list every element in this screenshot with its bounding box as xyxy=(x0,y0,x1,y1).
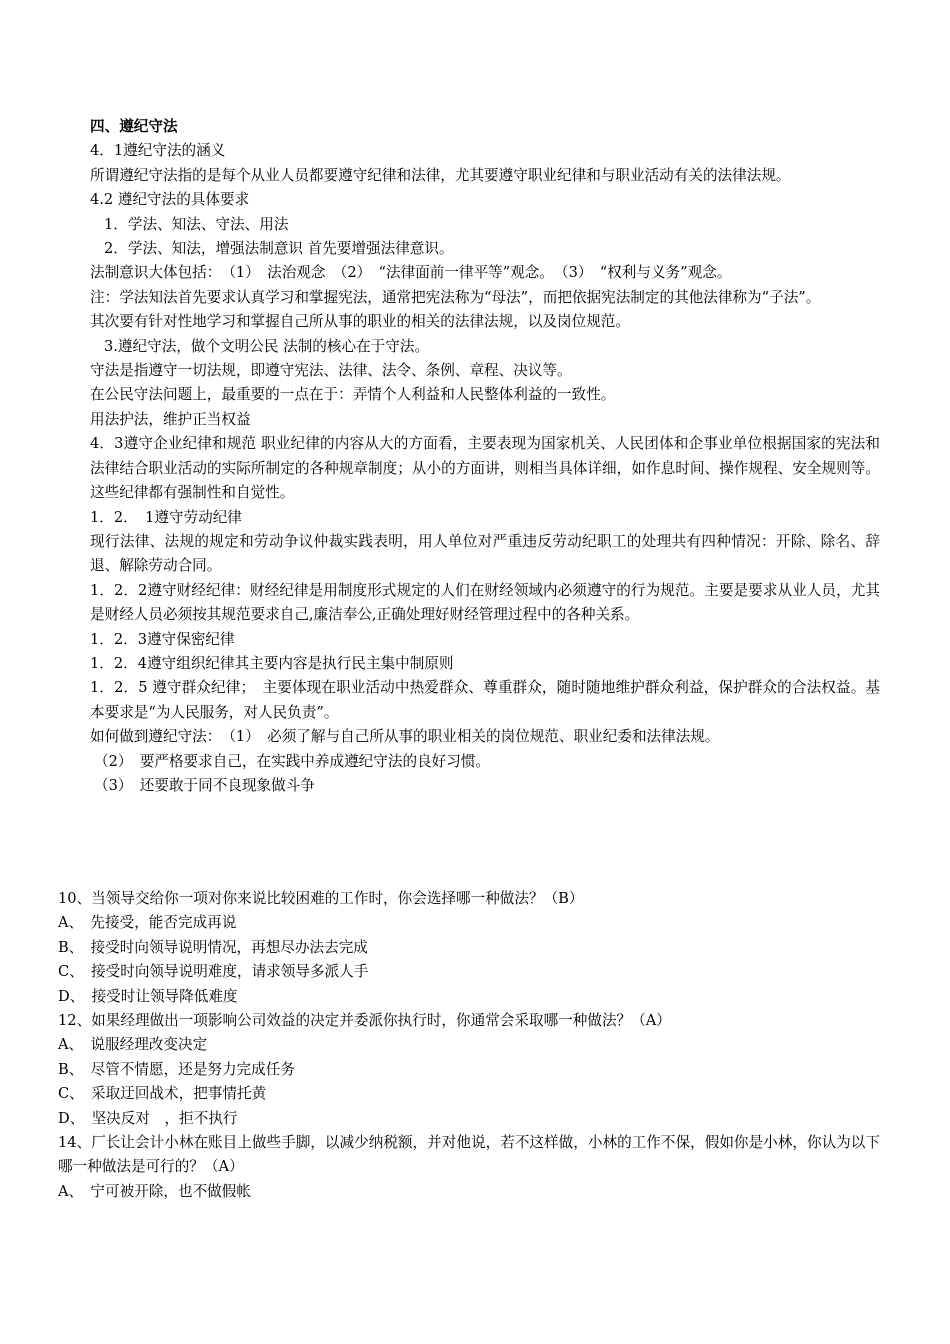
question-12-option-b: B、 尽管不情愿，还是努力完成任务 xyxy=(58,1060,295,1078)
subheading-1-2-4: 1．2．4遵守组织纪律其主要内容是执行民主集中制原则 xyxy=(90,654,454,672)
paragraph-labor-discipline: 现行法律、法规的规定和劳动争议仲裁实践表明，用人单位对严重违反劳动纪职工的处理共有四种情况：开除、除名、辞退、解除劳动合同。 xyxy=(90,532,880,575)
list-item-1: 1．学法、知法、守法、用法 xyxy=(104,215,289,233)
section-questions xyxy=(58,887,880,1204)
question-10-option-c: C、 接受时向领导说明难度，请求领导多派人手 xyxy=(58,963,369,981)
section-discipline-law xyxy=(90,115,880,798)
question-12: 12、如果经理做出一项影响公司效益的决定并委派你执行时，你通常会采取哪一种做法？（A） xyxy=(58,1012,671,1030)
paragraph-4-3: 4．3遵守企业纪律和规范 职业纪律的内容从大的方面看，主要表现为国家机关、人民团体和企事业单位根据国家的宪法和法律结合职业活动的实际所制定的各种规章制度；从小的方面讲，则相当具体详细，如作息时间、操作规程、安全规则等。这些纪律都有强制性和自觉性。 xyxy=(90,435,880,502)
paragraph-mass-discipline: 1．2．5 遵守群众纪律； 主要体现在职业活动中热爱群众、尊重群众，随时随地维护群众利益，保护群众的合法权益。基本要求是“为人民服务，对人民负责”。 xyxy=(90,679,880,721)
question-14: 14、厂长让会计小林在账目上做些手脚，以减少纳税额，并对他说，若不这样做，小林的工作不保，假如你是小林，你认为以下哪一种做法是可行的？（A） xyxy=(58,1134,880,1176)
paragraph-note: 注：学法知法首先要求认真学习和掌握宪法，通常把宪法称为“母法”，而把依据宪法制定的其他法律称为“子法”。 xyxy=(90,288,821,306)
subheading-4-1: 4．1遵纪守法的涵义 xyxy=(90,142,226,160)
list-item-how-3: （3） 还要敢于同不良现象做斗争 xyxy=(94,776,315,794)
question-10-option-b: B、 接受时向领导说明情况，再想尽办法去完成 xyxy=(58,938,368,956)
list-item-2: 2．学法、知法，增强法制意识 首先要增强法律意识。 xyxy=(104,240,454,258)
section-heading: 四、遵纪守法 xyxy=(90,118,178,135)
question-12-option-d: D、 坚决反对 ，拒不执行 xyxy=(58,1109,238,1127)
question-14-option-a: A、 宁可被开除，也不做假帐 xyxy=(58,1182,251,1200)
subheading-1-2-1: 1．2． 1遵守劳动纪律 xyxy=(90,508,242,526)
list-item-how-2: （2） 要严格要求自己，在实践中养成遵纪守法的良好习惯。 xyxy=(94,752,491,770)
paragraph-legal-awareness: 法制意识大体包括： （1） 法治观念 （2） “法律面前一律平等”观念。 （3） “权利与义务”观念。 xyxy=(90,264,732,282)
question-10-option-a: A、 先接受，能否完成再说 xyxy=(58,914,237,932)
paragraph-secondly: 其次要有针对性地学习和掌握自己所从事的职业的相关的法律法规，以及岗位规范。 xyxy=(90,313,630,331)
question-12-option-a: A、 说服经理改变决定 xyxy=(58,1036,208,1054)
subheading-4-2: 4.2 遵纪守法的具体要求 xyxy=(90,191,250,209)
question-10: 10、当领导交给你一项对你来说比较困难的工作时，你会选择哪一种做法？（B） xyxy=(58,890,584,907)
paragraph-financial-discipline: 1．2．2遵守财经纪律：财经纪律是用制度形式规定的人们在财经领域内必须遵守的行为规范。主要是要求从业人员，尤其是财经人员必须按其规范要求自己,廉洁奉公,正确处理好财经管理过程中的各种关系。 xyxy=(90,581,880,624)
paragraph-definition: 所谓遵纪守法指的是每个从业人员都要遵守纪律和法律，尤其要遵守职业纪律和与职业活动有关的法律法规。 xyxy=(90,166,791,184)
paragraph-citizen: 在公民守法问题上，最重要的一点在于：弄情个人利益和人民整体利益的一致性。 xyxy=(90,386,616,404)
paragraph-use-law: 用法护法，维护正当权益 xyxy=(90,410,251,428)
paragraph-how-to: 如何做到遵纪守法： （1） 必须了解与自己所从事的职业相关的岗位规范、职业纪委和法律法规。 xyxy=(90,728,720,746)
list-item-3: 3.遵纪守法，做个文明公民 法制的核心在于守法。 xyxy=(104,337,430,355)
question-10-option-d: D、 接受时让领导降低难度 xyxy=(58,987,238,1005)
paragraph-obey-law: 守法是指遵守一切法规，即遵守宪法、法律、法令、条例、章程、决议等。 xyxy=(90,362,572,380)
question-12-option-c: C、 采取迂回战术，把事情托黄 xyxy=(58,1085,267,1103)
subheading-1-2-3: 1．2．3遵守保密纪律 xyxy=(90,630,235,648)
